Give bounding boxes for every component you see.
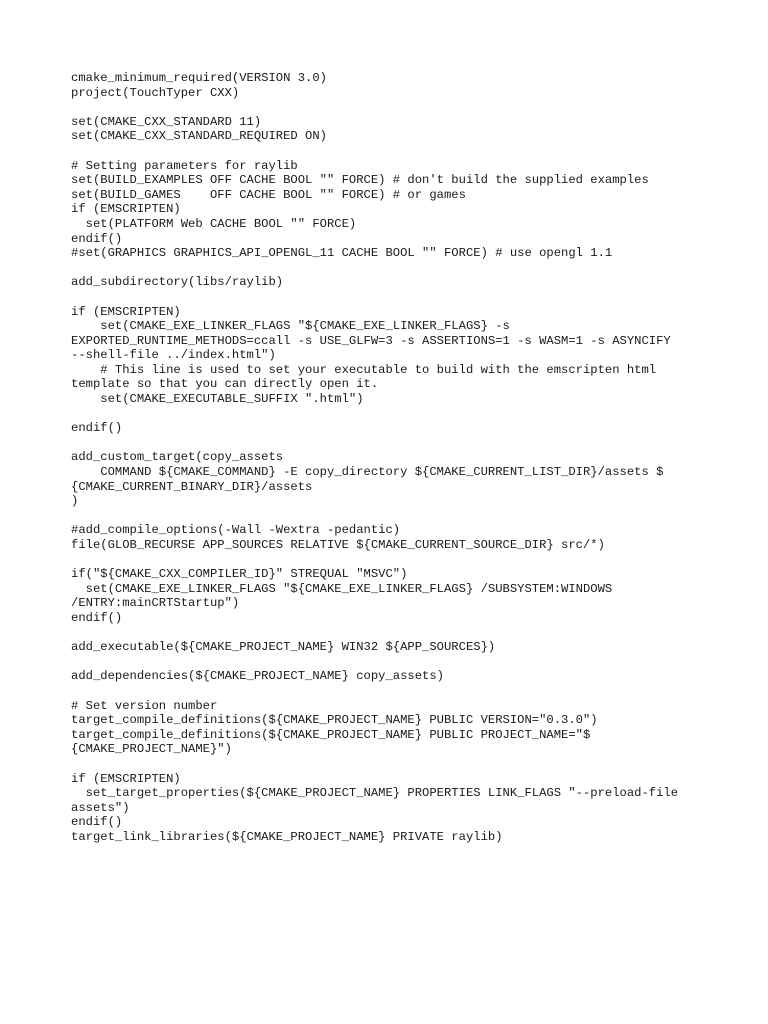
code-line: endif() — [71, 815, 123, 830]
code-line: {CMAKE_CURRENT_BINARY_DIR}/assets — [71, 479, 313, 494]
blank-line — [71, 407, 711, 422]
code-line: add_subdirectory(libs/raylib) — [71, 275, 284, 290]
blank-line — [71, 261, 711, 276]
code-line: {CMAKE_PROJECT_NAME}") — [71, 742, 232, 757]
code-line: target_compile_definitions(${CMAKE_PROJECT_NAME} PUBLIC PROJECT_NAME="$ — [71, 727, 591, 742]
code-line: ) — [71, 494, 79, 509]
code-line: if("${CMAKE_CXX_COMPILER_ID}" STREQUAL "MSVC") — [71, 567, 408, 582]
code-line: if (EMSCRIPTEN) — [71, 304, 181, 319]
code-line: endif() — [71, 610, 123, 625]
code-line: #add_compile_options(-Wall -Wextra -pedantic) — [71, 523, 401, 538]
code-line: set(PLATFORM Web CACHE BOOL "" FORCE) — [71, 216, 357, 231]
code-line: # Setting parameters for raylib — [71, 158, 298, 173]
code-line: target_compile_definitions(${CMAKE_PROJECT_NAME} PUBLIC VERSION="0.3.0") — [71, 713, 598, 728]
code-line: target_link_libraries(${CMAKE_PROJECT_NAME} PRIVATE raylib) — [71, 829, 503, 844]
code-line: set(BUILD_EXAMPLES OFF CACHE BOOL "" FORCE) # don't build the supplied examples — [71, 173, 649, 188]
code-line: EXPORTED_RUNTIME_METHODS=ccall -s USE_GLFW=3 -s ASSERTIONS=1 -s WASM=1 -s ASYNCIFY — [71, 333, 671, 348]
code-line: --shell-file ../index.html") — [71, 348, 276, 363]
code-line: set(CMAKE_EXE_LINKER_FLAGS "${CMAKE_EXE_LINKER_FLAGS} -s — [71, 319, 510, 334]
code-line: set(CMAKE_CXX_STANDARD 11) — [71, 114, 262, 129]
blank-line — [71, 655, 711, 670]
code-line: template so that you can directly open it. — [71, 377, 379, 392]
code-line: add_executable(${CMAKE_PROJECT_NAME} WIN32 ${APP_SOURCES}) — [71, 640, 496, 655]
code-line: set_target_properties(${CMAKE_PROJECT_NAME} PROPERTIES LINK_FLAGS "--preload-file — [71, 786, 679, 801]
code-line: cmake_minimum_required(VERSION 3.0) — [71, 71, 327, 85]
code-listing — [71, 71, 711, 844]
code-line: if (EMSCRIPTEN) — [71, 202, 181, 217]
code-line: assets") — [71, 800, 130, 815]
blank-line — [71, 290, 711, 305]
blank-line — [71, 757, 711, 772]
code-line: file(GLOB_RECURSE APP_SOURCES RELATIVE ${CMAKE_CURRENT_SOURCE_DIR} src/*) — [71, 538, 605, 552]
code-line: # Set version number — [71, 698, 218, 713]
code-line: /ENTRY:mainCRTStartup") — [71, 596, 240, 611]
code-line: set(BUILD_GAMES OFF CACHE BOOL "" FORCE) # or games — [71, 187, 466, 202]
blank-line — [71, 509, 711, 524]
code-line: # This line is used to set your executable to build with the emscripten html — [71, 362, 657, 377]
code-line: endif() — [71, 421, 123, 436]
code-line: COMMAND ${CMAKE_COMMAND} -E copy_directory ${CMAKE_CURRENT_LIST_DIR}/assets $ — [71, 465, 664, 480]
blank-line — [71, 144, 711, 159]
blank-line — [71, 684, 711, 699]
code-line: add_dependencies(${CMAKE_PROJECT_NAME} copy_assets) — [71, 669, 444, 684]
code-line: set(CMAKE_EXECUTABLE_SUFFIX ".html") — [71, 392, 364, 407]
blank-line — [71, 436, 711, 451]
code-line: project(TouchTyper CXX) — [71, 85, 240, 100]
code-line: set(CMAKE_CXX_STANDARD_REQUIRED ON) — [71, 129, 327, 144]
blank-line — [71, 626, 711, 641]
blank-line — [71, 100, 711, 115]
code-line: set(CMAKE_EXE_LINKER_FLAGS "${CMAKE_EXE_LINKER_FLAGS} /SUBSYSTEM:WINDOWS — [71, 581, 613, 596]
code-line: #set(GRAPHICS GRAPHICS_API_OPENGL_11 CACHE BOOL "" FORCE) # use opengl 1.1 — [71, 246, 613, 261]
blank-line — [71, 553, 711, 568]
code-line: endif() — [71, 231, 123, 246]
code-line: add_custom_target(copy_assets — [71, 450, 284, 465]
code-line: if (EMSCRIPTEN) — [71, 771, 181, 786]
